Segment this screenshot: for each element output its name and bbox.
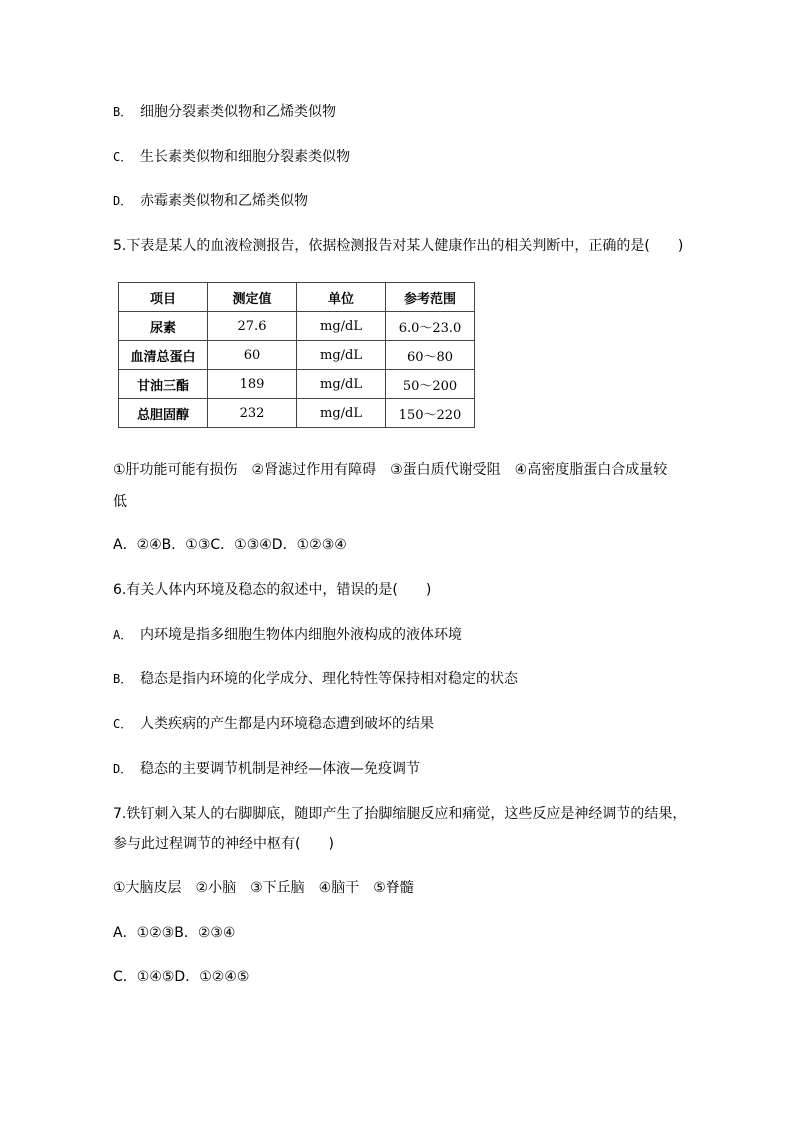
- table-row: [119, 370, 475, 399]
- q4-option-b: [113, 102, 336, 122]
- table-cell: 27.6: [208, 312, 297, 341]
- table-cell: 尿素: [119, 312, 208, 341]
- table-cell: 50～200: [386, 370, 475, 399]
- table-cell: 189: [208, 370, 297, 399]
- table-cell: 150～220: [386, 399, 475, 428]
- q5-statements-line2: 低: [113, 494, 127, 510]
- option-text: 稳态的主要调节机制是神经—体液—免疫调节: [140, 761, 420, 777]
- q7-answers-line2: C．①④⑤D．①②④⑤: [113, 969, 250, 985]
- table-cell: 总胆固醇: [119, 399, 208, 428]
- table-row: [119, 399, 475, 428]
- table-cell: 6.0～23.0: [386, 312, 475, 341]
- q4-option-c: [113, 147, 350, 167]
- table-cell: 60: [208, 341, 297, 370]
- q7-answers-line1: A．①②③B．②③④: [113, 925, 236, 941]
- q6-stem: 6.有关人体内环境及稳态的叙述中，错误的是( ): [113, 582, 432, 598]
- option-text: 稳态是指内环境的化学成分、理化特性等保持相对稳定的状态: [140, 671, 518, 687]
- table-row: [119, 341, 475, 370]
- option-text: 人类疾病的产生都是内环境稳态遭到破坏的结果: [140, 716, 434, 732]
- table-cell: mg/dL: [297, 341, 386, 370]
- q6-option-d: [113, 759, 420, 779]
- option-text: 赤霉素类似物和乙烯类似物: [140, 193, 308, 209]
- table-cell: mg/dL: [297, 399, 386, 428]
- option-letter: D．: [113, 762, 133, 776]
- table-header-row: [119, 283, 475, 312]
- option-letter: B．: [113, 672, 133, 686]
- option-text: 内环境是指多细胞生物体内细胞外液构成的液体环境: [140, 627, 462, 643]
- q5-stem: 5.下表是某人的血液检测报告，依据检测报告对某人健康作出的相关判断中，正确的是( ): [113, 238, 684, 254]
- option-text: 生长素类似物和细胞分裂素类似物: [140, 149, 350, 165]
- q4-option-d: [113, 191, 308, 211]
- option-letter: B．: [113, 105, 133, 119]
- table-cell: 血清总蛋白: [119, 341, 208, 370]
- q6-option-c: [113, 714, 434, 734]
- table-cell: mg/dL: [297, 312, 386, 341]
- option-letter: D．: [113, 194, 133, 208]
- q5-statements-line1: ①肝功能可能有损伤 ②肾滤过作用有障碍 ③蛋白质代谢受阻 ④高密度脂蛋白合成量较: [113, 462, 668, 478]
- table-cell: 232: [208, 399, 297, 428]
- table-cell: 60～80: [386, 341, 475, 370]
- q7-stem-line2: 参与此过程调节的神经中枢有( ): [113, 836, 334, 852]
- q5-answer-choices: A．②④B．①③C．①③④D．①②③④: [113, 537, 347, 553]
- table-header-cell: 单位: [297, 283, 386, 312]
- q6-option-b: [113, 669, 518, 689]
- q7-statements: ①大脑皮层 ②小脑 ③下丘脑 ④脑干 ⑤脊髓: [113, 880, 414, 896]
- table-header-cell: 参考范围: [386, 283, 475, 312]
- table-row: [119, 312, 475, 341]
- option-letter: C．: [113, 717, 133, 731]
- option-letter: A．: [113, 628, 133, 642]
- table-header-cell: 项目: [119, 283, 208, 312]
- table-cell: mg/dL: [297, 370, 386, 399]
- option-letter: C．: [113, 150, 133, 164]
- option-text: 细胞分裂素类似物和乙烯类似物: [140, 104, 336, 120]
- blood-test-table: [118, 282, 475, 428]
- q6-option-a: [113, 625, 462, 645]
- q7-stem-line1: 7.铁钉刺入某人的右脚脚底，随即产生了抬脚缩腿反应和痛觉，这些反应是神经调节的结果，: [113, 806, 687, 822]
- table-header-cell: 测定值: [208, 283, 297, 312]
- table-cell: 甘油三酯: [119, 370, 208, 399]
